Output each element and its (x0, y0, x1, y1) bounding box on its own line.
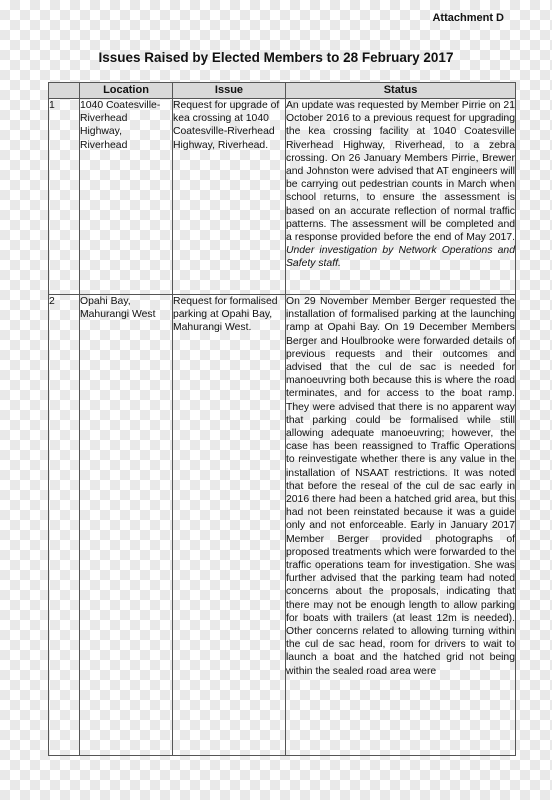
table-header-row (49, 83, 516, 99)
row-issue: Request for formalised parking at Opahi Bay, Mahurangi West. (173, 295, 286, 756)
row-status-note: Under investigation by Network Operations and Safety staff. (286, 245, 515, 270)
table-row (49, 99, 516, 295)
header-location: Location (80, 83, 173, 99)
row-location: 1040 Coatesville-Riverhead Highway, Riverhead (80, 99, 173, 295)
header-number (49, 83, 80, 99)
row-number: 2 (49, 295, 80, 756)
row-status-text: On 29 November Member Berger requested the installation of formalised parking at the launching ramp at Opahi Bay. On 19 December Members Berger and Houlbrooke were forwarded details of previous requests and their outcomes and advised that the cul de sac is needed for manoeuvring both because this is where the road terminates, and for access to the boat ramp. They were advised that there is no apparent way that parking could be formalised while still allowing adequate manoeuvring; however, the case has been reassigned to Traffic Operations to reinvestigate whether there is any value in the installation of NSAAT restrictions. It was noted that before the reseal of the cul de sac early in 2016 there had been a hatched grid area, but this had not been reinstated because it was a guide only and not enforceable. Early in January 2017 Member Berger provided photographs of proposed treatments which were forwarded to the traffic operations team for investigation. She was further advised that the parking team had noted concerns about the proposals, indicating that there may not be enough length to allow parking for boats with trailers (at least 12m is needed). Other concerns related to allowing turning within the cul de sac head, room for drivers to wait to launch a boat and the hatched grid not being within the sealed road area were (286, 296, 515, 677)
row-status (286, 295, 516, 756)
table-row (49, 295, 516, 756)
issues-table (48, 82, 516, 756)
page-title: Issues Raised by Elected Members to 28 February 2017 (98, 50, 454, 65)
row-location: Opahi Bay, Mahurangi West (80, 295, 173, 756)
row-number: 1 (49, 99, 80, 295)
header-issue: Issue (173, 83, 286, 99)
row-issue: Request for upgrade of kea crossing at 1040 Coatesville-Riverhead Highway, Riverhead. (173, 99, 286, 295)
row-status (286, 99, 516, 295)
header-status: Status (286, 83, 516, 99)
row-status-text: An update was requested by Member Pirrie on 21 October 2016 to a previous request for upgrading the kea crossing facility at 1040 Coatesville Riverhead Highway, Riverhead, to a zebra crossing. On 26 January Members Pirrie, Brewer and Johnston were advised that AT engineers will be carrying out pedestrian counts in March when school returns, to ensure the assessment is based on an accurate reflection of normal traffic patterns. The assessment will be completed and a response provided before the end of May 2017. (286, 100, 515, 244)
attachment-label: Attachment D (432, 12, 504, 24)
